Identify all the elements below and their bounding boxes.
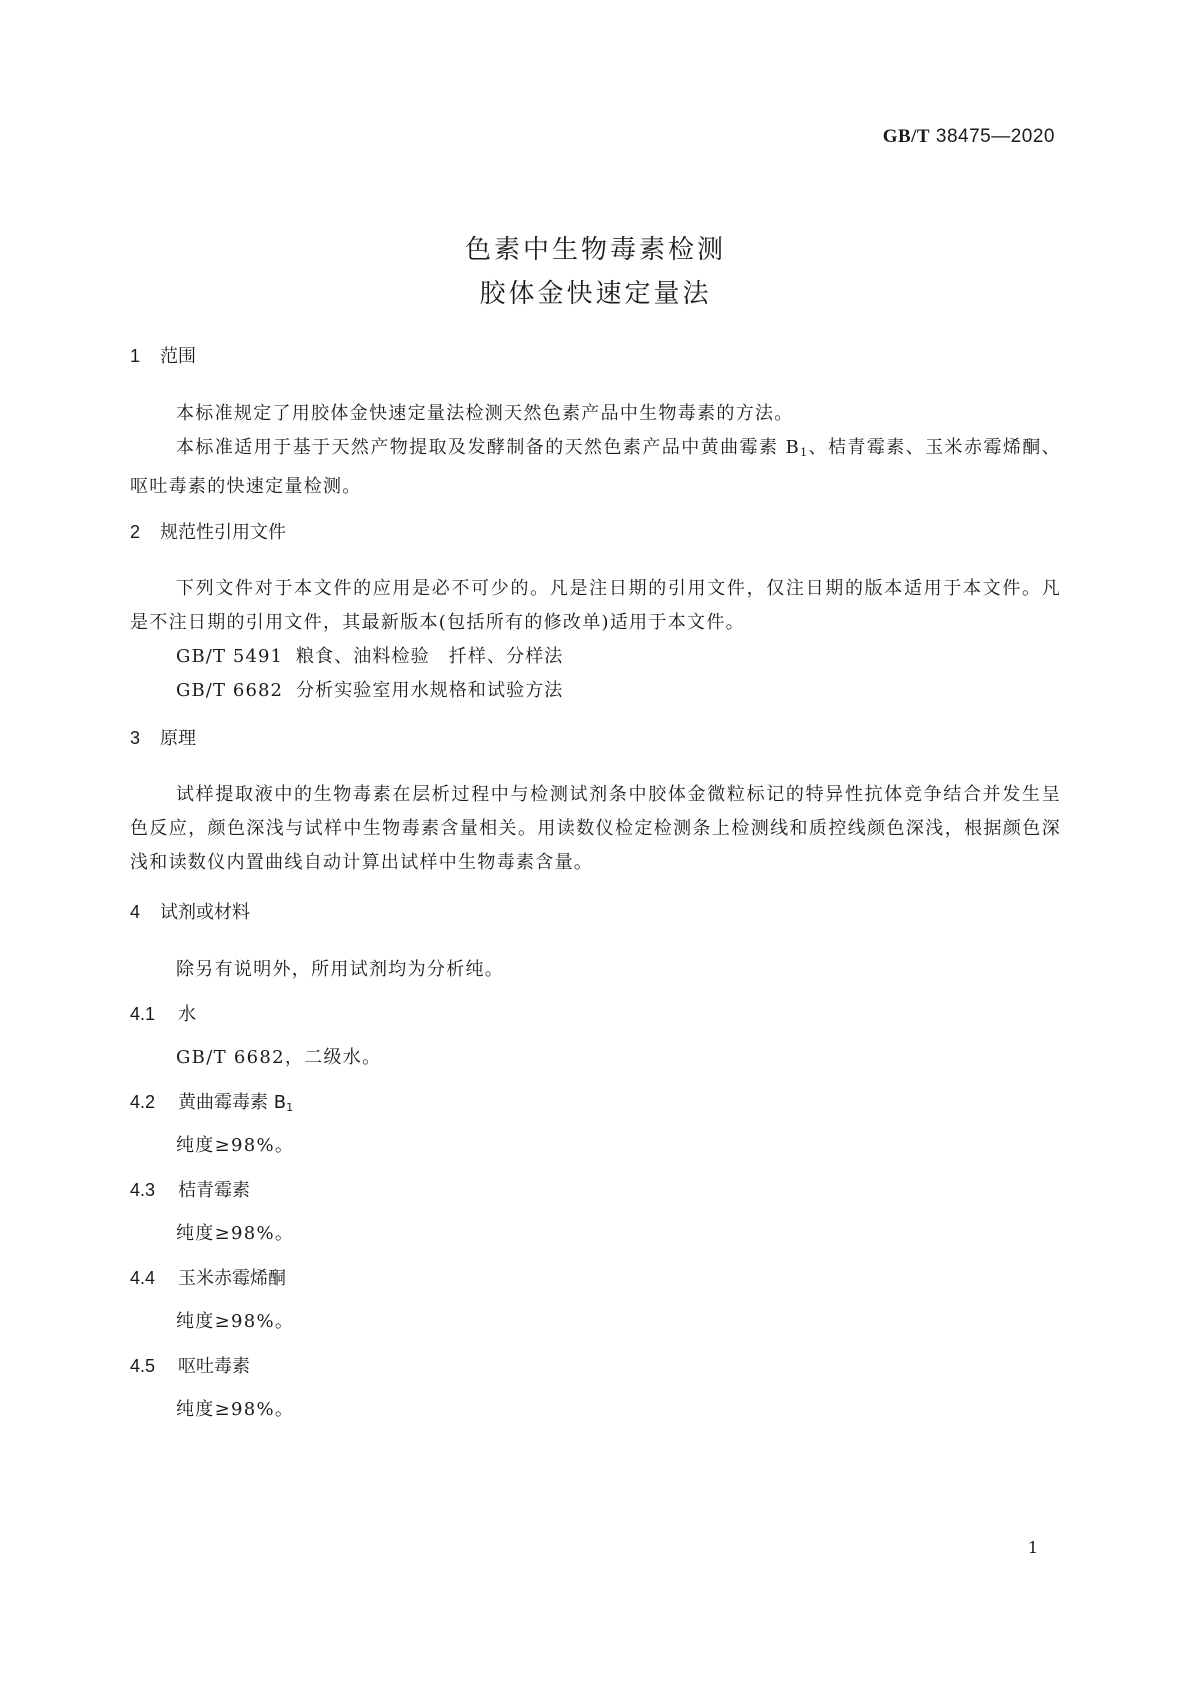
subsection-number: 4.2 — [130, 1092, 156, 1112]
subsection-heading — [130, 1266, 1061, 1291]
paragraph: 纯度≥98%。 — [176, 1399, 295, 1420]
section-heading — [130, 726, 1061, 751]
subsection-number: 4.3 — [130, 1180, 156, 1200]
section-title: 范围 — [160, 346, 196, 367]
section-number: 2 — [130, 522, 141, 542]
principle-body — [130, 778, 1061, 880]
subsection-heading — [130, 1354, 1061, 1379]
subsection-zearalenone — [130, 1266, 1061, 1291]
paragraph: 纯度≥98%。 — [176, 1311, 295, 1332]
section-heading — [130, 900, 1061, 925]
subsection-title: 玉米赤霉烯酮 — [178, 1268, 286, 1289]
subsection-number: 4.1 — [130, 1004, 156, 1024]
references-body — [130, 572, 1061, 708]
section-principle — [130, 726, 1061, 751]
subsection-aflatoxin-b1 — [130, 1090, 1061, 1120]
subsection-number: 4.4 — [130, 1268, 156, 1288]
reference-code: GB/T 6682 — [176, 680, 284, 701]
subsection-vomitoxin-body — [130, 1393, 1061, 1427]
section-reagents — [130, 900, 1061, 925]
standard-code-prefix: GB/T — [882, 126, 931, 147]
paragraph-text: 、桔青霉素、玉米赤霉烯酮、呕吐毒素的快速定量检测。 — [130, 437, 1061, 497]
scope-body — [130, 397, 1061, 504]
reference-item — [130, 640, 1061, 674]
paragraph: 除另有说明外，所用试剂均为分析纯。 — [176, 959, 505, 980]
section-heading — [130, 344, 1061, 369]
paragraph: 纯度≥98%。 — [176, 1135, 295, 1156]
section-title: 试剂或材料 — [160, 902, 250, 923]
section-number: 3 — [130, 728, 141, 748]
subsection-water-body — [130, 1041, 1061, 1075]
subsection-water — [130, 1002, 1061, 1027]
subsection-heading — [130, 1002, 1061, 1027]
subscript: 1 — [286, 1101, 294, 1114]
section-number: 1 — [130, 346, 141, 366]
standard-code-number: 38475—2020 — [935, 126, 1055, 147]
paragraph: 下列文件对于本文件的应用是必不可少的。凡是注日期的引用文件，仅注日期的版本适用于本文件。凡是不注日期的引用文件，其最新版本(包括所有的修改单)适用于本文件。 — [130, 578, 1061, 633]
subsection-title: 水 — [178, 1004, 196, 1025]
title-line-1: 色素中生物毒素检测 — [464, 235, 726, 265]
subsection-heading — [130, 1178, 1061, 1203]
subsection-citrinin — [130, 1178, 1061, 1203]
paragraph: 试样提取液中的生物毒素在层析过程中与检测试剂条中胶体金微粒标记的特异性抗体竞争结合并发生呈色反应，颜色深浅与试样中生物毒素含量相关。用读数仪检定检测条上检测线和质控线颜色深浅，根据颜色深浅和读数仪内置曲线自动计算出试样中生物毒素含量。 — [130, 784, 1061, 873]
title-line-2: 胶体金快速定量法 — [479, 279, 712, 309]
reference-title: 分析实验室用水规格和试验方法 — [296, 680, 564, 701]
subsection-title: 黄曲霉毒素 B — [178, 1092, 287, 1113]
section-title: 原理 — [160, 728, 196, 749]
standard-code — [883, 126, 1055, 148]
subsection-title: 桔青霉素 — [178, 1180, 250, 1201]
subsection-title: 呕吐毒素 — [178, 1356, 250, 1377]
subscript: 1 — [800, 446, 809, 459]
section-title: 规范性引用文件 — [160, 522, 286, 543]
section-heading — [130, 520, 1061, 545]
reagents-intro — [130, 953, 1061, 987]
paragraph: 纯度≥98%。 — [176, 1223, 295, 1244]
paragraph: 本标准规定了用胶体金快速定量法检测天然色素产品中生物毒素的方法。 — [176, 403, 794, 424]
subsection-zearalenone-body — [130, 1305, 1061, 1339]
reference-title: 粮食、油料检验 扦样、分样法 — [296, 646, 564, 667]
subsection-aflatoxin-b1-body — [130, 1129, 1061, 1163]
paragraph — [130, 431, 1061, 504]
reference-item — [130, 674, 1061, 708]
page-number: 1 — [1027, 1538, 1038, 1557]
reference-code: GB/T 5491 — [176, 646, 284, 667]
subsection-heading — [130, 1090, 1061, 1120]
subsection-vomitoxin — [130, 1354, 1061, 1379]
section-normative-references — [130, 520, 1061, 545]
paragraph-text: 本标准适用于基于天然产物提取及发酵制备的天然色素产品中黄曲霉素 B — [176, 437, 801, 458]
subsection-number: 4.5 — [130, 1356, 156, 1376]
section-number: 4 — [130, 902, 141, 922]
section-scope — [130, 344, 1061, 369]
subsection-citrinin-body — [130, 1217, 1061, 1251]
paragraph: GB/T 6682，二级水。 — [176, 1047, 382, 1068]
document-title — [0, 228, 1191, 316]
